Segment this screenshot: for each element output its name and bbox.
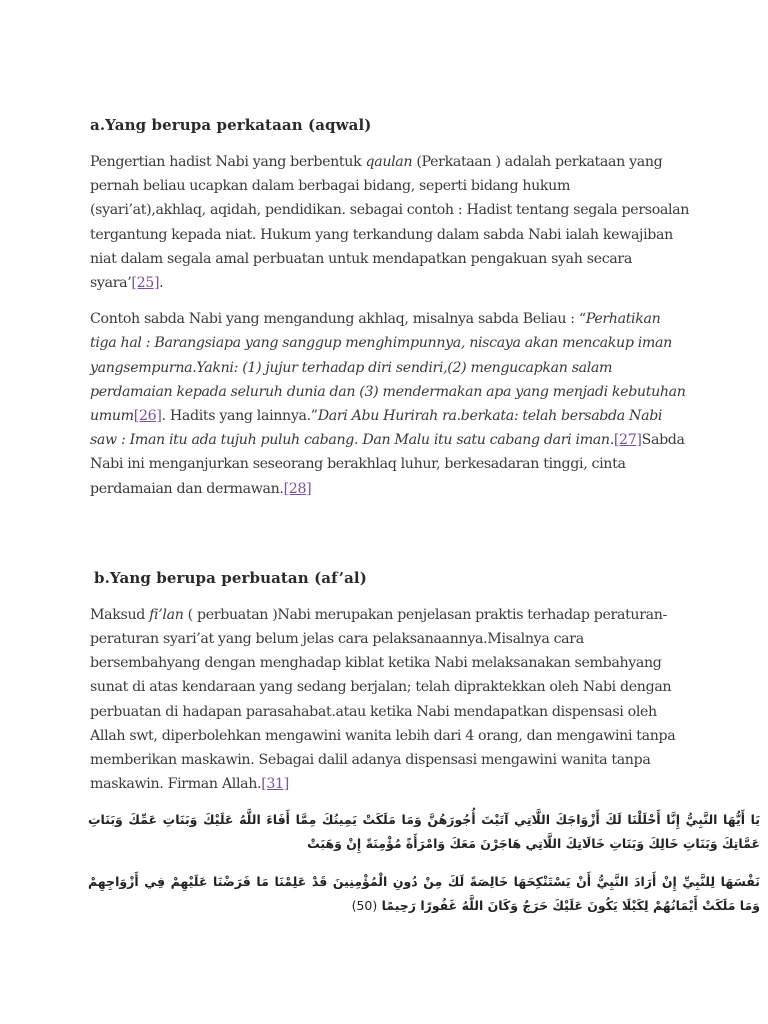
section-b-heading: b.Yang berupa perbuatan (af’al) [94, 568, 367, 587]
footnote-link-27[interactable]: [27] [613, 432, 642, 449]
arabic-text: نَفْسَهَا لِلنَّبِيِّ إِنْ أَرَادَ النَّبِيُّ أَنْ يَسْتَنْكِحَهَا خَالِصَةً لَكَ مِنْ دُونِ الْمُؤْمِنِينَ قَدْ عَلِمْنَا مَا فَرَضْنَا عَلَيْهِمْ فِي أَزْوَاجِهِمْ وَمَا مَلَكَتْ أَيْمَانُهُمْ لِكَيْلَا يَكُونَ عَلَيْكَ حَرَجٌ وَكَانَ اللَّهُ غَفُورًا رَحِيمًا [88, 874, 760, 914]
document-body [88, 0, 760, 958]
text: . Hadits yang lainnya.” [161, 408, 318, 425]
footnote-link-31[interactable]: [31] [261, 776, 289, 793]
section-a-paragraph-1 [90, 150, 690, 295]
arabic-verse-part-2 [88, 870, 760, 958]
text: Maksud [90, 606, 150, 623]
text: Pengertian hadist Nabi yang berbentuk [90, 154, 366, 170]
section-b-paragraph-1 [90, 603, 690, 797]
footnote-link-28[interactable]: [28] [283, 480, 312, 497]
text: Contoh sabda Nabi yang mengandung akhlaq, misalnya sabda Beliau : “ [90, 311, 586, 328]
italic-term: qaulan [365, 154, 413, 170]
text: Sabda Nabi ini menganjurkan seseorang berakhlaq luhur, berkesadaran tinggi, cinta perdamaian dan dermawan. [90, 432, 685, 497]
footnote-link-26[interactable]: [26] [133, 408, 162, 425]
section-a-heading: a.Yang berupa perkataan (aqwal) [90, 116, 372, 134]
section-a-paragraph-2 [90, 307, 690, 501]
quote-italic: Dari Abu Hurirah ra.berkata: telah bersabda Nabi saw : Iman itu ada tujuh puluh cabang. Dan Malu itu satu cabang dari iman. [90, 408, 663, 449]
text: (Perkataan ) adalah perkataan yang pernah beliau ucapkan dalam berbagai bidang, seperti bidang hukum (syari’at),akhlaq, aqidah, pendidikan. sebagai contoh : Hadist tentang segala persoalan tergantung kepada niat. Hukum yang terkandung dalam sabda Nabi ialah kewajiban niat dalam segala amal perbuatan untuk mendapatkan pengakuan syah secara syara’ [90, 154, 690, 292]
arabic-verse-part-1: يَا أَيُّهَا النَّبِيُّ إِنَّا أَحْلَلْنَا لَكَ أَزْوَاجَكَ اللَّاتِي آتَيْتَ أُجُورَهُنَّ وَمَا مَلَكَتْ يَمِينُكَ مِمَّا أَفَاءَ اللَّهُ عَلَيْكَ وَبَنَاتِ عَمِّكَ وَبَنَاتِ عَمَّاتِكَ وَبَنَاتِ خَالِكَ وَبَنَاتِ خَالَاتِكَ اللَّاتِي هَاجَرْنَ مَعَكَ وَامْرَأَةً مُؤْمِنَةً إِنْ وَهَبَتْ [88, 812, 760, 852]
quote-italic: Perhatikan tiga hal : Barangsiapa yang sanggup menghimpunnya, niscaya akan mencakup iman yangsempurna.Yakni: (1) jujur terhadap diri sendiri,(2) mengucapkan salam perdamaian kepada seluruh dunia dan (3) mendermakan apa yang menjadi kebutuhan umum [90, 311, 686, 425]
text: ( perbuatan )Nabi merupakan penjelasan praktis terhadap peraturan-peraturan syari’at yang belum jelas cara pelaksanaannya.Misalnya cara bersembahyang dengan menghadap kiblat ketika Nabi melaksanakan sembahyang sunat di atas kendaraan yang sedang berjalan; telah dipraktekkan oleh Nabi dengan perbuatan di hadapan parasahabat.atau ketika Nabi mendapatkan dispensasi oleh Allah swt, diperbolehkan mengawini wanita lebih dari 4 orang, dan mengawini tanpa memberikan maskawin. Sebagai dalil adanya dispensasi mengawini wanita tanpa maskawin. Firman Allah. [90, 606, 676, 793]
italic-term: fi’lan [149, 606, 184, 623]
verse-number: (50) [351, 898, 378, 914]
text: . [159, 275, 164, 292]
footnote-link-25[interactable]: [25] [131, 275, 160, 292]
